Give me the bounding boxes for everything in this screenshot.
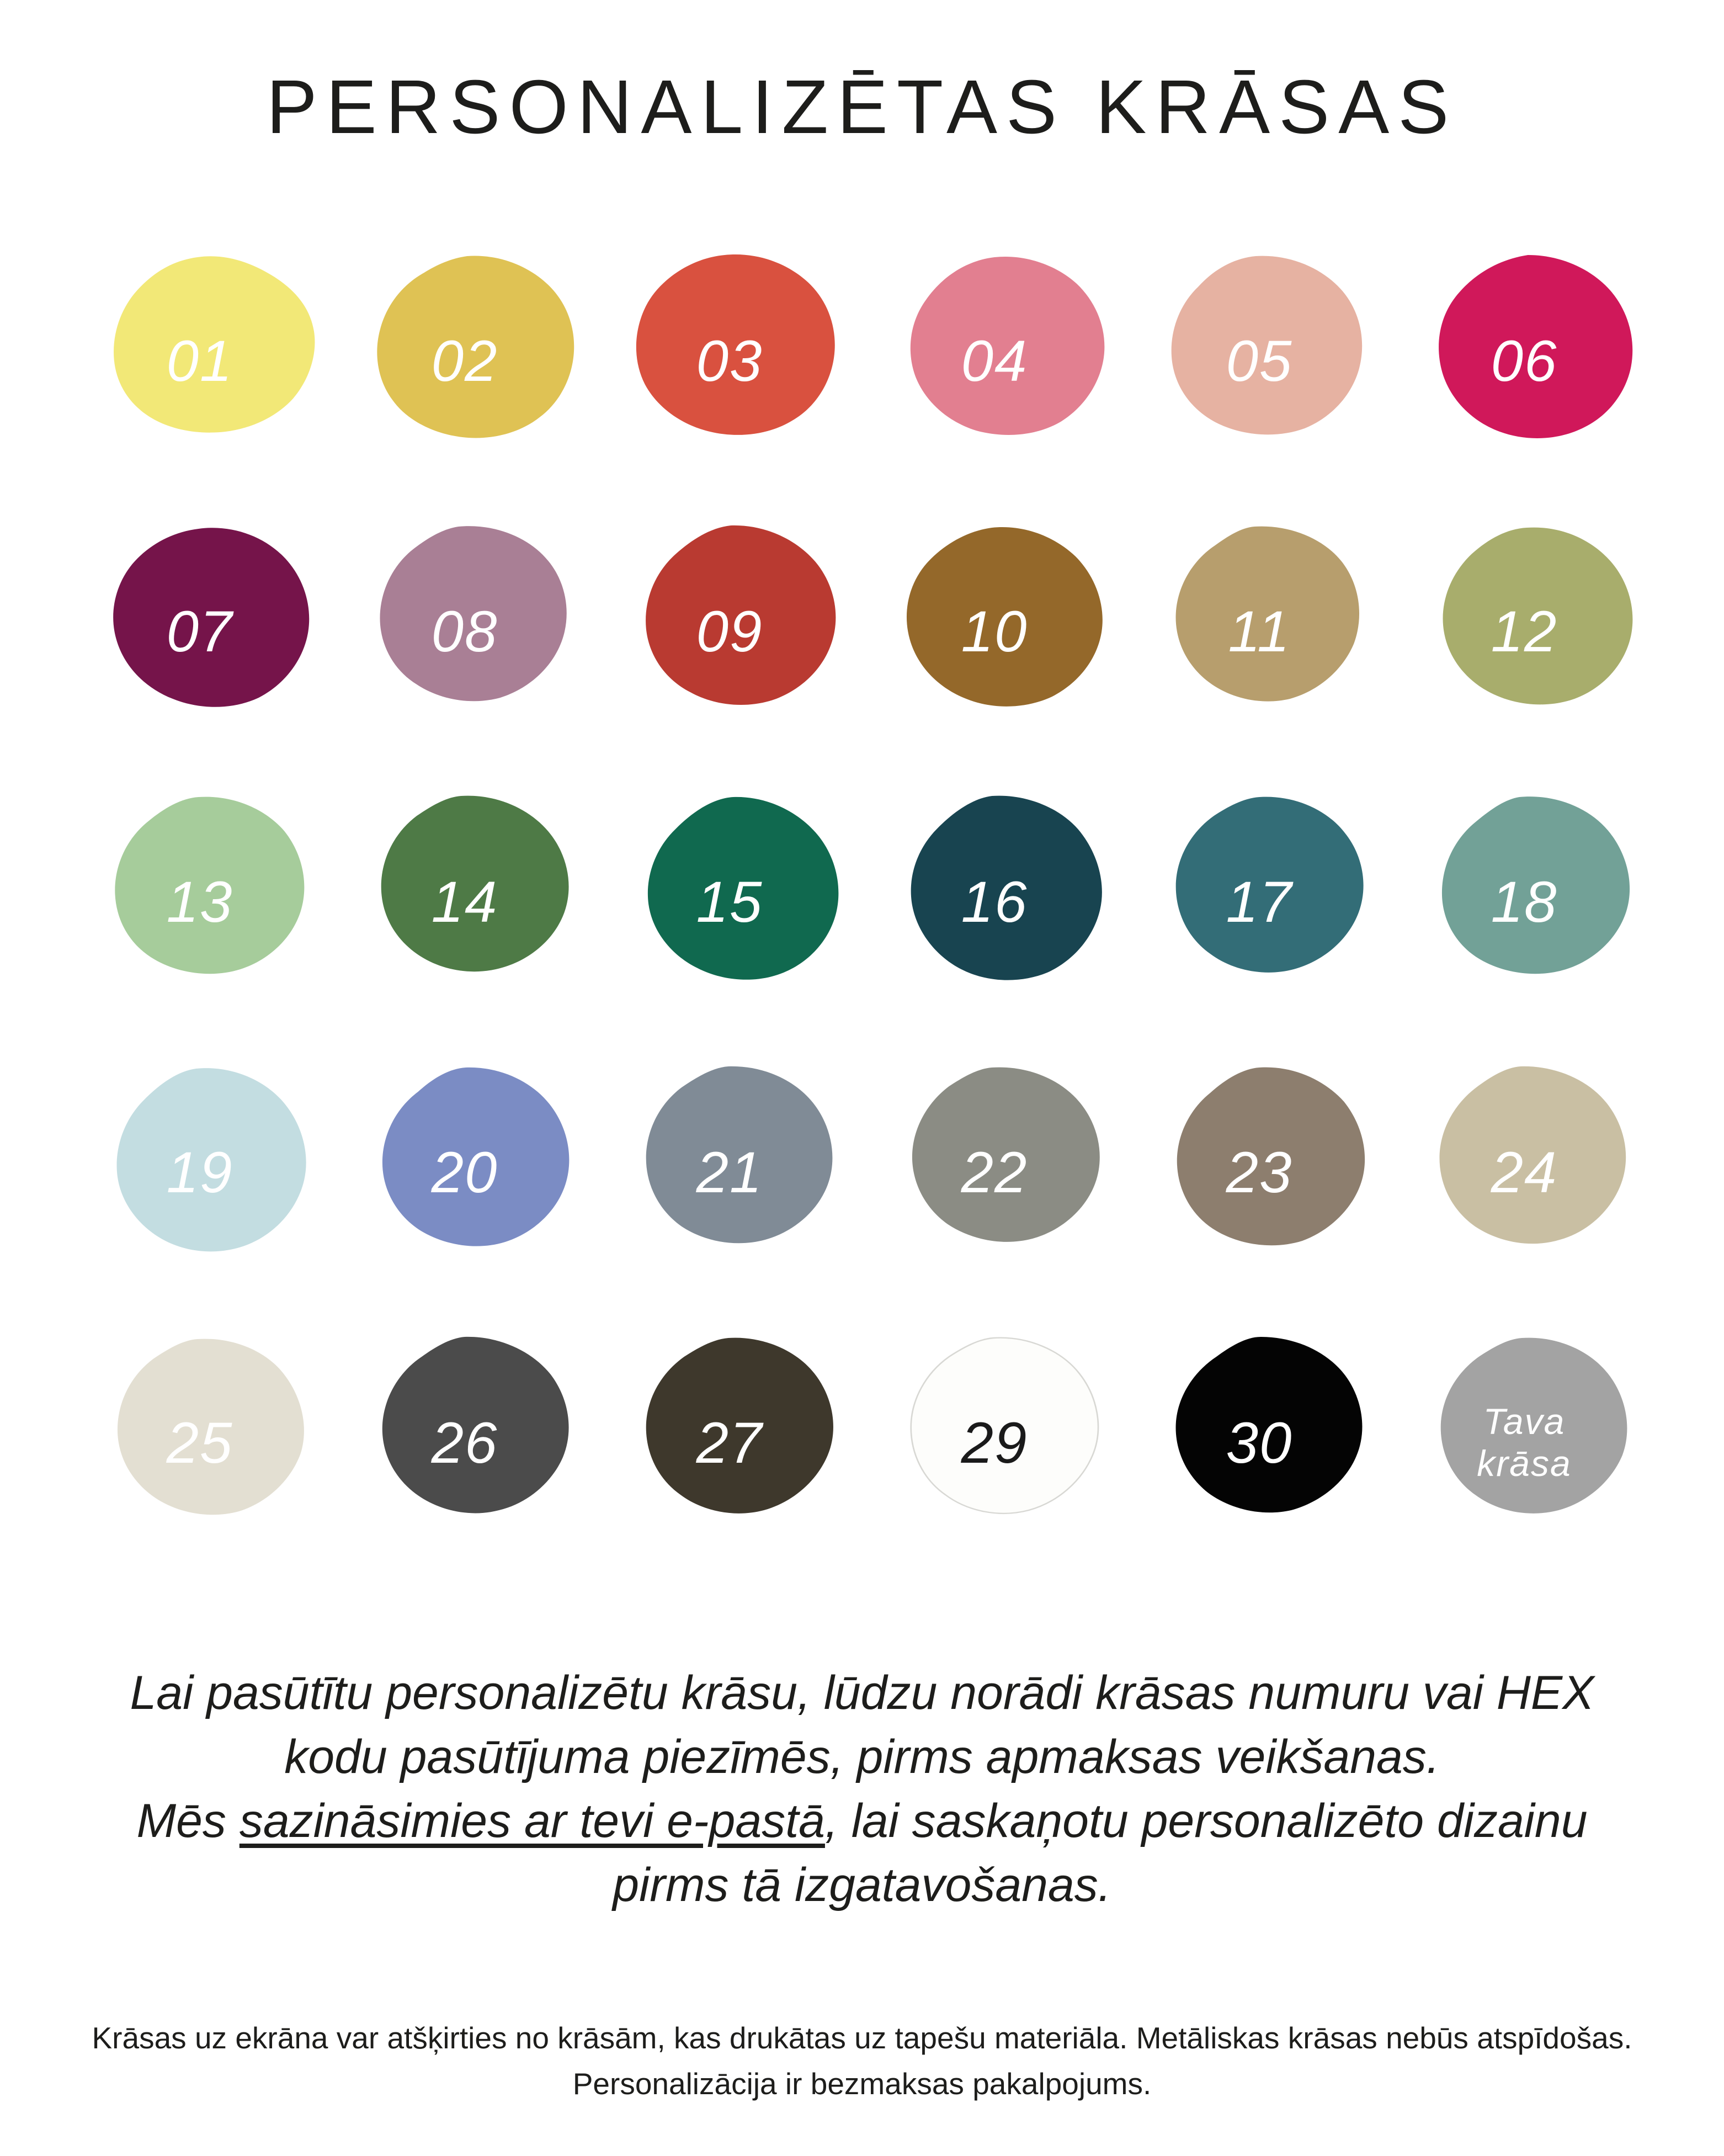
swatch-26[interactable]	[342, 1332, 588, 1553]
swatch-custom-color[interactable]	[1402, 1332, 1647, 1553]
swatch-label: 20	[431, 1140, 498, 1205]
swatch-label: 02	[431, 328, 498, 394]
swatch-label: 19	[166, 1140, 233, 1205]
swatch-label: 07	[166, 599, 233, 664]
swatch-06[interactable]	[1402, 251, 1647, 471]
swatch-12[interactable]	[1402, 521, 1647, 742]
swatch-01[interactable]	[77, 251, 323, 471]
swatch-label: 24	[1491, 1140, 1558, 1205]
swatch-label: Tava krāsa	[1477, 1401, 1572, 1484]
page-title: PERSONALIZĒTAS KRĀSAS	[266, 65, 1458, 150]
swatch-label: 29	[961, 1410, 1028, 1475]
disclaimer-line-1: Krāsas uz ekrāna var atšķirties no krāsām, kas drukātas uz tapešu materiāla. Metāliskas krāsas nebūs atspīdošas.	[92, 2021, 1632, 2055]
swatch-11[interactable]	[1137, 521, 1382, 742]
swatch-label: 18	[1491, 869, 1558, 934]
swatch-label: 13	[166, 869, 233, 934]
swatch-label: 06	[1491, 328, 1558, 394]
swatch-05[interactable]	[1137, 251, 1382, 471]
swatch-07[interactable]	[77, 521, 323, 742]
swatch-label: 01	[166, 328, 233, 394]
swatch-grid	[67, 226, 1657, 1578]
swatch-25[interactable]	[77, 1332, 323, 1553]
swatch-20[interactable]	[342, 1062, 588, 1283]
swatch-label: 27	[696, 1410, 763, 1475]
swatch-label: 16	[961, 869, 1028, 934]
swatch-10[interactable]	[872, 521, 1118, 742]
instruction-line-3-post: , lai saskaņotu personalizēto dizainu	[824, 1794, 1588, 1848]
swatch-13[interactable]	[77, 792, 323, 1012]
swatch-label: 10	[961, 599, 1028, 664]
swatch-17[interactable]	[1137, 792, 1382, 1012]
instruction-line-2: kodu pasūtījuma piezīmēs, pirms apmaksas veikšanas.	[284, 1730, 1440, 1784]
swatch-15[interactable]	[607, 792, 853, 1012]
swatch-label: 17	[1226, 869, 1293, 934]
swatch-label: 08	[431, 599, 498, 664]
swatch-label: 25	[166, 1410, 233, 1475]
order-instructions	[0, 1661, 1724, 1917]
instruction-line-4: pirms tā izgatavošanas.	[613, 1858, 1111, 1912]
swatch-label: 03	[696, 328, 763, 394]
instruction-line-3	[0, 1789, 1724, 1853]
swatch-29[interactable]	[872, 1332, 1118, 1553]
swatch-label: 05	[1226, 328, 1293, 394]
swatch-label: 12	[1491, 599, 1558, 664]
swatch-label: 26	[431, 1410, 498, 1475]
swatch-27[interactable]	[607, 1332, 853, 1553]
instruction-line-1: Lai pasūtītu personalizētu krāsu, lūdzu norādi krāsas numuru vai HEX	[130, 1666, 1594, 1719]
swatch-02[interactable]	[342, 251, 588, 471]
instruction-line-3-pre: Mēs	[136, 1794, 240, 1848]
swatch-label: 11	[1228, 599, 1291, 664]
swatch-03[interactable]	[607, 251, 853, 471]
swatch-label: 22	[961, 1140, 1028, 1205]
disclaimer-line-2: Personalizācija ir bezmaksas pakalpojums.	[572, 2066, 1152, 2101]
swatch-04[interactable]	[872, 251, 1118, 471]
swatch-label: 09	[696, 599, 763, 664]
disclaimer	[0, 2015, 1724, 2106]
swatch-19[interactable]	[77, 1062, 323, 1283]
swatch-label: 23	[1226, 1140, 1293, 1205]
swatch-16[interactable]	[872, 792, 1118, 1012]
swatch-14[interactable]	[342, 792, 588, 1012]
swatch-label: 04	[961, 328, 1028, 394]
email-contact-link[interactable]: sazināsimies ar tevi e-pastā	[239, 1794, 825, 1848]
swatch-23[interactable]	[1137, 1062, 1382, 1283]
swatch-30[interactable]	[1137, 1332, 1382, 1553]
swatch-24[interactable]	[1402, 1062, 1647, 1283]
swatch-08[interactable]	[342, 521, 588, 742]
swatch-label: 21	[696, 1140, 763, 1205]
swatch-18[interactable]	[1402, 792, 1647, 1012]
swatch-22[interactable]	[872, 1062, 1118, 1283]
swatch-21[interactable]	[607, 1062, 853, 1283]
swatch-label: 30	[1226, 1410, 1293, 1475]
swatch-label: 15	[696, 869, 763, 934]
swatch-09[interactable]	[607, 521, 853, 742]
swatch-label: 14	[431, 869, 498, 934]
